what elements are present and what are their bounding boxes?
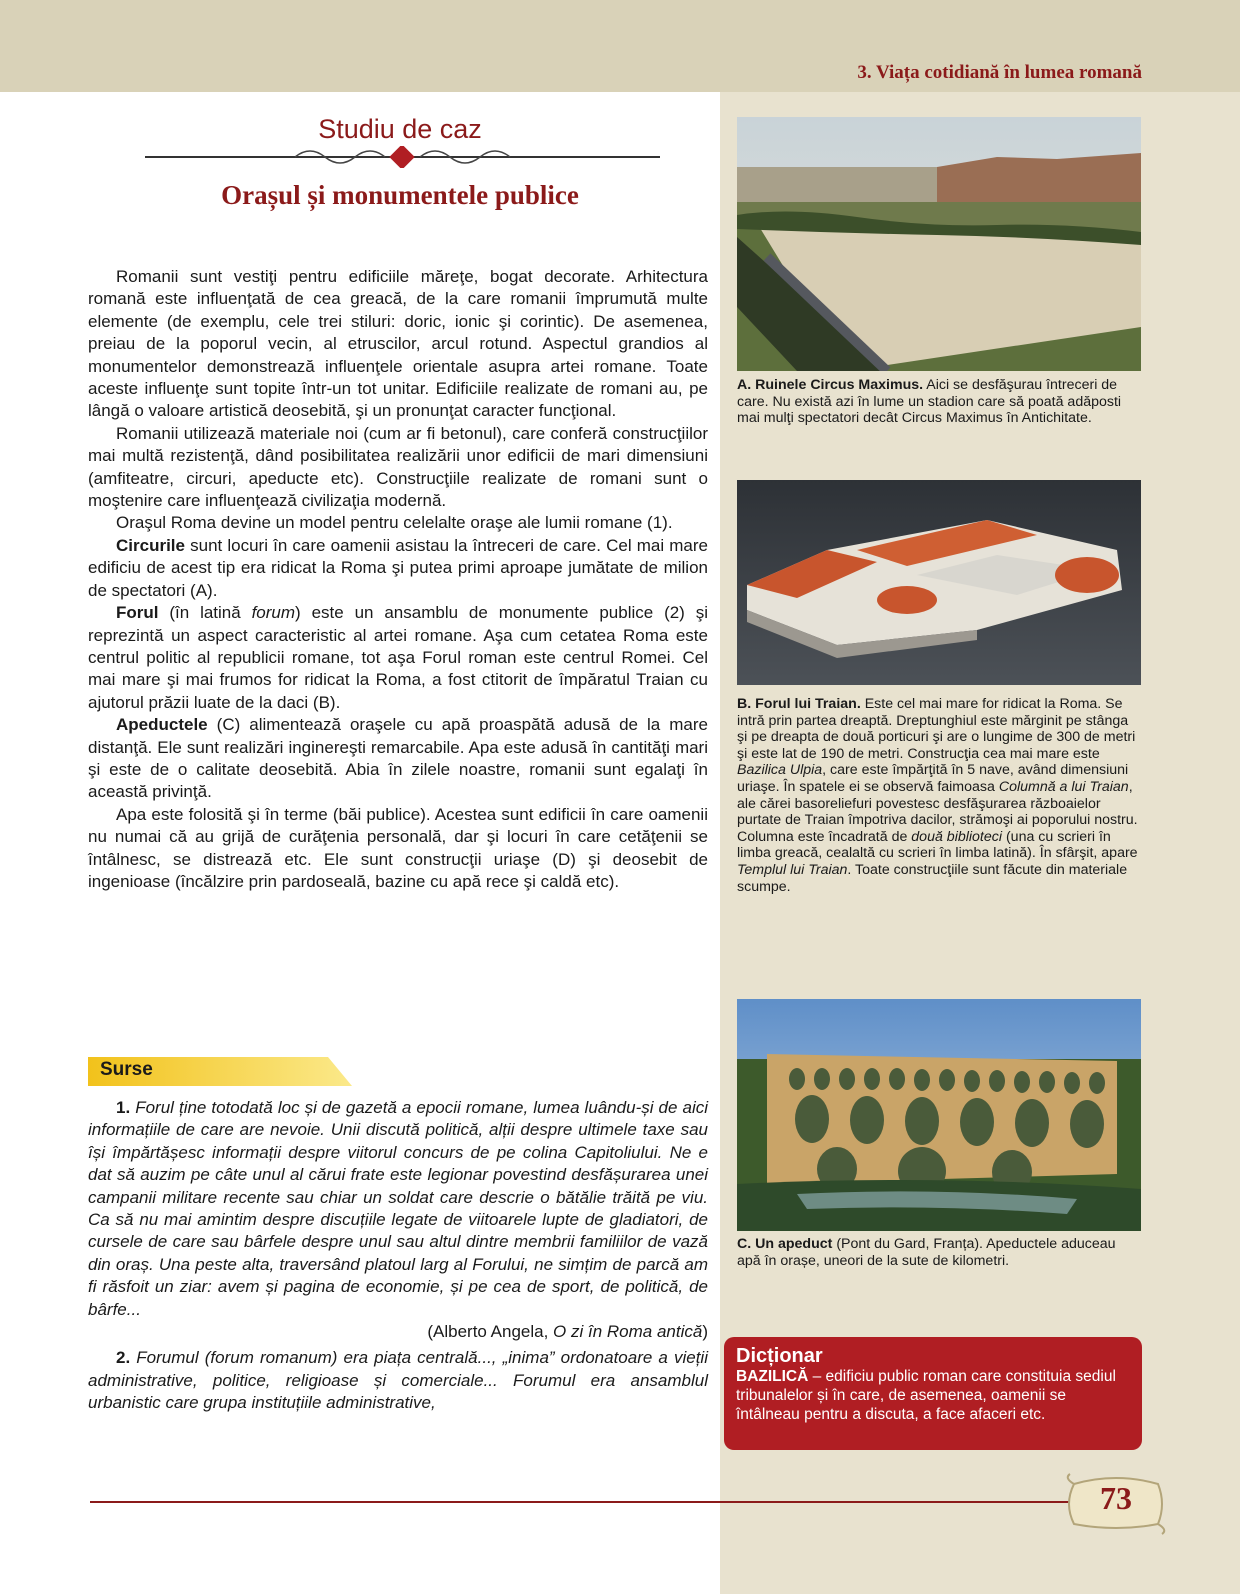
- source-item: 1. Forul ține totodată loc și de gazetă a epocii romane, lumea luându-și de aici informațiile de care are nevoie. Unii discută politică, alții despre ultimele taxe sau își împărtășesc informații despre viitorul concurs de pe colina Capitoliului. Ne e dat să auzim pe câte unul al cărui frate este legionar povestind desfășurarea unei campanii militare recente sau chiar un soldat care descrie o bătălie trăită pe viu. Ca să nu mai amintim despre discuțiile legate de viitoarele lupte de gladiatori, de cursele de care sau bârfele despre unul sau altul dintre membrii familiilor de vază din oraș. Una peste alta, traversând platoul larg al Forului, ne simțim de parcă am fi răsfoit un ziar: avem și pagina de economie, și pe cea de sport, de politică, de bârfe...: [88, 1098, 708, 1319]
- paragraph: Forul (în latină forum) este un ansamblu de monumente publice (2) şi reprezintă un aspect caracteristic al artei romane. Aşa cum cetatea Roma este centrul politic al republicii romane, tot aşa Forul roman este centrul Romei. Cel mai mare şi mai frumos for ridicat la Roma, a fost ctitorit de împăratul Traian cu ajutorul prăzii luate de la daci (B).: [88, 603, 708, 712]
- paragraph: Romanii sunt vestiţi pentru edificiile măreţe, bogat decorate. Arhitectura romană este influenţată de cea greacă, de la care romanii împrumută multe elemente (de exemplu, cele trei stiluri: doric, ionic şi corintic). De asemenea, preiau de la poporul vecin, al etruscilor, arcul rotund. Aspectul grandios al monumentelor demonstrează influenţele orientale asupra artei romane. Toate aceste influenţe sunt topite într-un tot unitar. Edificiile realizate de romani au, pe lângă o valoare artistică deosebită, şi un pronunţat caracter funcţional.: [88, 267, 708, 421]
- figure-c-caption: C. Un apeduct (Pont du Gard, Franța). Apeductele aduceau apă în orașe, uneori de la sute de kilometri.: [737, 1236, 1116, 1269]
- dictionary-box: [724, 1337, 1142, 1450]
- article-body: [88, 266, 708, 893]
- paragraph: Romanii utilizează materiale noi (cum ar fi betonul), care conferă construcţiilor mai multă rezistenţă, dând posibilitatea realizării unor edificii de mari dimensiuni (amfiteatre, circuri, apeducte etc). Construcţiile realizate de romani sunt o moştenire care influenţează civilizaţia modernă.: [88, 423, 708, 511]
- sources-body: [88, 1097, 708, 1415]
- sources-label: Surse: [100, 1059, 153, 1080]
- paragraph: Oraşul Roma devine un model pentru celelalte oraşe ale lumii romane (1).: [116, 513, 673, 533]
- source-attribution: (Alberto Angela, O zi în Roma antică): [427, 1322, 708, 1342]
- chapter-title: 3. Viața cotidiană în lumea romană: [857, 62, 1142, 83]
- source-item: 2. Forumul (forum romanum) era piața centrală..., „inima” ordonatoare a vieții administrative, politice, religioase și comerciale... Forumul era ansamblul urbanistic care grupa instituțiile administrative,: [88, 1348, 708, 1413]
- pont-du-gard-photo: [737, 999, 1141, 1231]
- dictionary-definition: BAZILICĂ – edificiu public roman care constituia sediul tribunalelor și în care, de asemenea, oamenii se întâlneau pentru a discuta, a face afaceri etc.: [736, 1368, 1116, 1423]
- paragraph: Apa este folosită şi în terme (băi publice). Acestea sunt edificii în care oamenii nu numai că au grijă de curăţenia personală, dar şi locuri în care cetăţenii se întâlnesc, se distrează etc. Ele sunt construcţii uriaşe (D) şi deosebit de ingenioase (încălzire prin pardoseală, bazine cu apă rece şi caldă etc).: [88, 804, 708, 891]
- footer-line: [90, 1501, 1070, 1503]
- figure-b-caption: B. Forul lui Traian. Este cel mai mare for ridicat la Roma. Se intră prin partea dreaptă. Dreptunghiul este mărginit pe stânga şi pe dreapta de două porticuri şi are o lungime de 300 de metri şi este lat de 190 de metri. Construcţia cea mai mare este Bazilica Ulpia, care este împărţită în 5 nave, având dimensiuni uriaşe. În spatele ei se observă faimoasa Columnă a lui Traian, ale cărei basoreliefuri povestesc desfăşurarea războaielor purtate de Traian împotriva dacilor, strămoşi ai poporului nostru. Columna este încadrată de două biblioteci (una cu scrieri în limba greacă, cealaltă cu scrieri în limba latină). În sfârşit, apare Templul lui Traian. Toate construcţiile sunt făcute din materiale scumpe.: [737, 696, 1138, 895]
- page-number: 73: [1100, 1480, 1132, 1516]
- dictionary-title: Dicționar: [736, 1345, 823, 1367]
- forum-of-trajan-photo: [737, 480, 1141, 685]
- paragraph: Circurile sunt locuri în care oamenii asistau la întreceri de care. Cel mai mare edificiu de acest tip era ridicat la Roma şi putea primi aproape jumătate de milion de spectatori (A).: [88, 535, 708, 600]
- figure-a-caption: A. Ruinele Circus Maximus. Aici se desfăşurau întreceri de care. Nu există azi în lume un stadion care să poată adăposti mai mulţi spectatori decât Circus Maximus în Antichitate.: [737, 377, 1122, 427]
- circus-maximus-photo: [737, 117, 1141, 371]
- paragraph: Apeductele (C) alimentează oraşele cu apă proaspătă adusă de la mare distanţă. Ele sunt realizări inginereşti remarcabile. Apa este adusă în cantităţi mari şi este de o calitate deosebită. Abia în zilele noastre, romanii sunt egalaţi în această privinţă.: [88, 715, 708, 802]
- ornament-divider-icon: [145, 146, 660, 168]
- case-study-label: Studiu de caz: [318, 114, 482, 144]
- case-study-title: Orașul și monumentele publice: [221, 180, 579, 210]
